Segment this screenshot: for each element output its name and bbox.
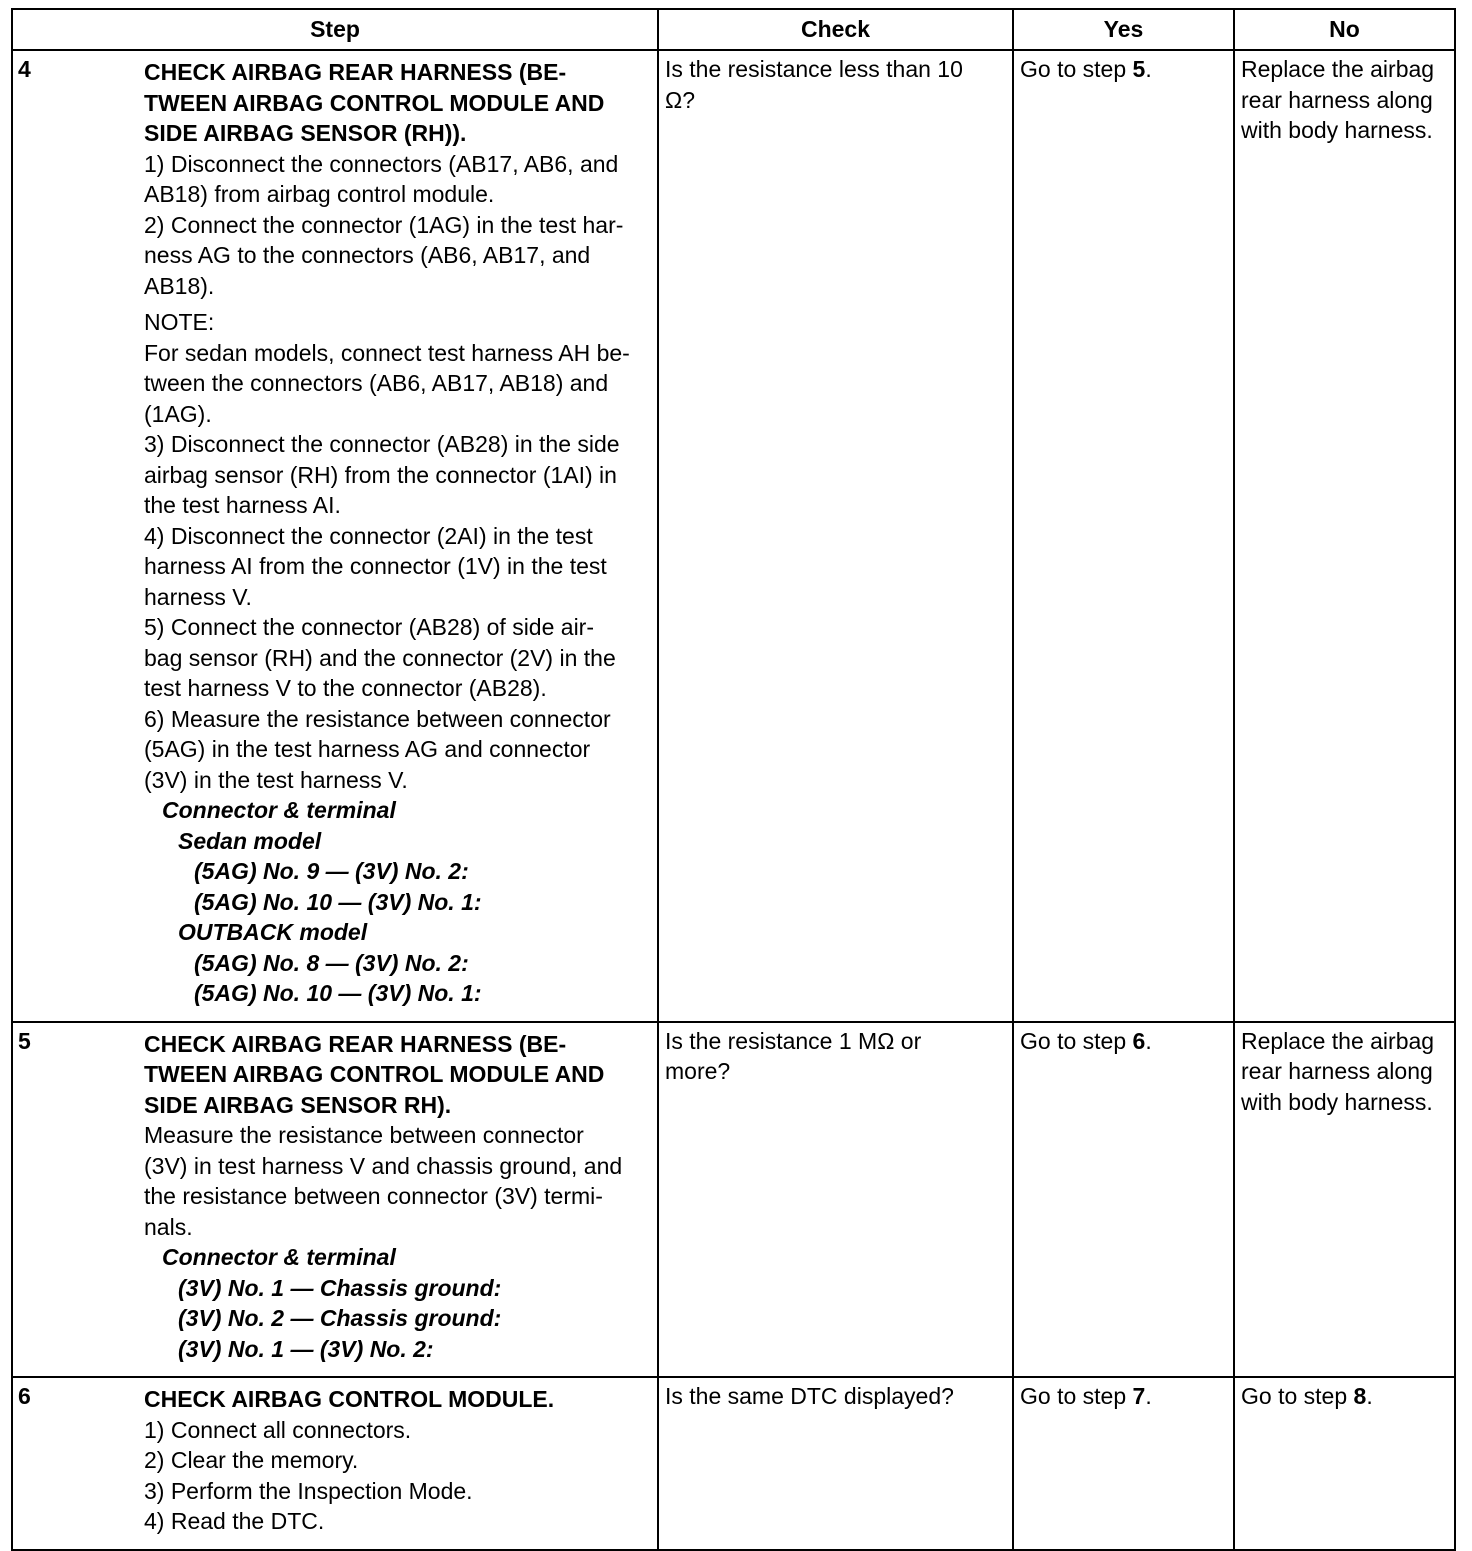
instruction-line: Measure the resistance between connector (144, 1122, 584, 1148)
instruction-line: (5AG) in the test harness AG and connector (144, 736, 591, 762)
instruction-line: 6) Measure the resistance between connector (144, 705, 611, 732)
table-row-step-4 (12, 50, 1455, 1022)
step-content (19, 1381, 650, 1543)
spec-line: (5AG) No. 8 — (3V) No. 2: (194, 949, 469, 976)
no-cell (1234, 1377, 1455, 1550)
no-line: Replace the airbag (1241, 56, 1435, 82)
no-line: with body harness. (1241, 1088, 1433, 1115)
step-title (144, 57, 645, 149)
step-title (144, 1384, 645, 1415)
spec-line: (3V) No. 1 — Chassis ground: (178, 1274, 502, 1301)
table-row-step-5 (12, 1022, 1455, 1378)
no-line: rear harness along (1241, 86, 1433, 113)
title-line: TWEEN AIRBAG CONTROL MODULE AND (144, 1061, 605, 1087)
instruction-line: airbag sensor (RH) from the connector (1AI) in (144, 461, 617, 488)
instruction-line: (3V) in test harness V and chassis ground, and (144, 1152, 623, 1179)
yes-text: Go to step (1020, 56, 1133, 82)
step-cell (12, 1377, 658, 1550)
spec-line: (5AG) No. 10 — (3V) No. 1: (194, 980, 482, 1006)
check-line: more? (665, 1058, 731, 1084)
yes-suffix: . (1145, 56, 1152, 82)
spec-line: (3V) No. 2 — Chassis ground: (178, 1305, 502, 1331)
yes-text: Go to step (1020, 1383, 1133, 1409)
no-text: Go to step (1241, 1383, 1354, 1409)
spec-model-label: Sedan model (178, 827, 322, 854)
header-step: Step (12, 9, 658, 50)
instructions (144, 149, 645, 302)
step-cell (12, 50, 658, 1022)
no-line: rear harness along (1241, 1058, 1433, 1084)
instruction-line: 4) Disconnect the connector (2AI) in the test (144, 522, 593, 549)
instruction-line: AB18). (144, 272, 215, 299)
instruction-line: the resistance between connector (3V) termi- (144, 1183, 603, 1209)
check-cell (658, 1022, 1013, 1378)
yes-cell (1013, 1377, 1234, 1550)
header-yes: Yes (1013, 9, 1234, 50)
note-line: For sedan models, connect test harness AH be- (144, 339, 630, 366)
yes-suffix: . (1145, 1027, 1152, 1054)
note-text (144, 338, 645, 430)
check-line: Ω? (665, 86, 695, 113)
title-line: CHECK AIRBAG REAR HARNESS (BE- (144, 1030, 567, 1057)
instruction-line: harness V. (144, 583, 252, 610)
instruction-line: (3V) in the test harness V. (144, 766, 408, 793)
yes-step-number: 6 (1132, 1027, 1146, 1054)
check-line: Is the resistance less than 10 (665, 56, 963, 82)
yes-cell (1013, 1022, 1234, 1378)
header-no: No (1234, 9, 1455, 50)
step-number: 5 (18, 1027, 31, 1054)
spec-heading: Connector & terminal (162, 797, 396, 823)
spec-line: (5AG) No. 10 — (3V) No. 1: (194, 888, 482, 915)
yes-text: Go to step (1020, 1027, 1133, 1054)
instruction-line: 3) Perform the Inspection Mode. (144, 1477, 473, 1504)
instruction-line: 1) Connect all connectors. (144, 1416, 412, 1443)
note-label: NOTE: (144, 309, 215, 335)
instructions (144, 1120, 645, 1242)
yes-step-number: 5 (1132, 56, 1146, 82)
instruction-line: harness AI from the connector (1V) in the test (144, 553, 607, 579)
header-check: Check (658, 9, 1013, 50)
check-cell (658, 50, 1013, 1022)
check-line: Is the resistance 1 MΩ or (665, 1027, 922, 1054)
title-line: SIDE AIRBAG SENSOR (RH)). (144, 120, 467, 146)
instruction-line: 2) Clear the memory. (144, 1447, 359, 1473)
step-content (19, 1026, 650, 1371)
title-line: SIDE AIRBAG SENSOR RH). (144, 1091, 452, 1118)
instruction-line: 1) Disconnect the connectors (AB17, AB6, and (144, 150, 619, 177)
no-suffix: . (1366, 1383, 1373, 1409)
spec-line: (3V) No. 1 — (3V) No. 2: (178, 1335, 434, 1362)
no-cell (1234, 50, 1455, 1022)
diagnostic-table (11, 8, 1456, 1551)
instructions (144, 429, 645, 795)
note-line: tween the connectors (AB6, AB17, AB18) and (144, 370, 609, 396)
instruction-line: ness AG to the connectors (AB6, AB17, and (144, 242, 591, 268)
instruction-line: test harness V to the connector (AB28). (144, 675, 547, 701)
header-row (12, 9, 1455, 50)
spec-model-label: OUTBACK model (178, 919, 368, 945)
note-line: (1AG). (144, 400, 212, 427)
check-line: Is the same DTC displayed? (665, 1383, 954, 1409)
step-number: 6 (18, 1383, 31, 1409)
instructions (144, 1415, 645, 1537)
title-line: TWEEN AIRBAG CONTROL MODULE AND (144, 89, 605, 116)
step-cell (12, 1022, 658, 1378)
step-title (144, 1029, 645, 1121)
instruction-line: bag sensor (RH) and the connector (2V) in the (144, 644, 616, 671)
spec-heading: Connector & terminal (162, 1244, 396, 1270)
instruction-line: 5) Connect the connector (AB28) of side air- (144, 614, 595, 640)
instruction-line: nals. (144, 1213, 193, 1240)
yes-step-number: 7 (1132, 1383, 1146, 1409)
instruction-line: 2) Connect the connector (1AG) in the test har- (144, 211, 624, 238)
title-line: CHECK AIRBAG REAR HARNESS (BE- (144, 59, 567, 85)
yes-cell (1013, 50, 1234, 1022)
yes-suffix: . (1145, 1383, 1152, 1409)
table-row-step-6 (12, 1377, 1455, 1550)
step-content (19, 54, 650, 1015)
no-step-number: 8 (1353, 1383, 1367, 1409)
check-cell (658, 1377, 1013, 1550)
instruction-line: the test harness AI. (144, 492, 341, 518)
title-line: CHECK AIRBAG CONTROL MODULE. (144, 1386, 555, 1412)
instruction-line: AB18) from airbag control module. (144, 181, 495, 207)
instruction-line: 4) Read the DTC. (144, 1508, 325, 1534)
no-line: with body harness. (1241, 117, 1433, 143)
spec-line: (5AG) No. 9 — (3V) No. 2: (194, 858, 469, 884)
step-number: 4 (18, 56, 31, 82)
no-cell (1234, 1022, 1455, 1378)
no-line: Replace the airbag (1241, 1027, 1435, 1054)
instruction-line: 3) Disconnect the connector (AB28) in the side (144, 431, 620, 457)
